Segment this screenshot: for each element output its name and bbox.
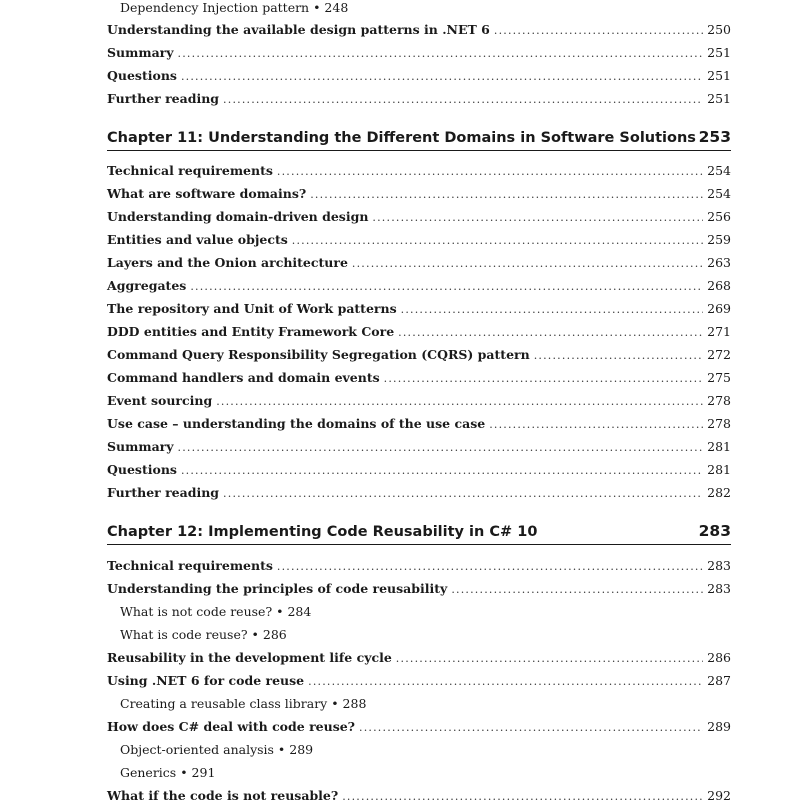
leader-dots — [181, 460, 703, 482]
toc-entry-title: The repository and Unit of Work patterns — [107, 301, 397, 316]
toc-entry[interactable] — [107, 647, 731, 669]
toc-entry[interactable] — [107, 183, 731, 205]
toc-entry-page: 275 — [707, 370, 731, 385]
toc-subentry[interactable]: Object-oriented analysis • 289 — [120, 742, 314, 757]
toc-entry-title: Technical requirements — [107, 163, 273, 178]
toc-entry-title: Using .NET 6 for code reuse — [107, 673, 305, 688]
toc-subentry[interactable]: Generics • 291 — [120, 765, 216, 780]
leader-dots — [401, 299, 703, 321]
toc-entry[interactable] — [107, 785, 731, 807]
leader-dots — [277, 161, 703, 183]
toc-entry-page: 282 — [707, 485, 731, 500]
leader-dots — [534, 345, 703, 367]
toc-entry-page: 281 — [707, 462, 731, 477]
leader-dots — [372, 207, 703, 229]
toc-entry[interactable] — [107, 578, 731, 600]
toc-entry[interactable] — [107, 229, 731, 251]
toc-entry[interactable] — [107, 19, 731, 41]
toc-entry-title: Command Query Responsibility Segregation (CQRS) pattern — [107, 347, 530, 362]
toc-entry-title: Further reading — [107, 91, 220, 106]
toc-entry-title: Technical requirements — [107, 558, 273, 573]
toc-entry-page: 289 — [707, 719, 731, 734]
toc-entry-page: 259 — [707, 232, 731, 247]
toc-entry-title: Understanding the principles of code reusability — [107, 581, 448, 596]
toc-entry-page: 250 — [707, 22, 731, 37]
leader-dots — [398, 322, 703, 344]
toc-entry[interactable] — [107, 42, 731, 64]
toc-entry[interactable] — [107, 321, 731, 343]
chapter-title: Chapter 12: Implementing Code Reusability in C# 10 — [107, 524, 538, 540]
toc-entry-page: 254 — [707, 163, 731, 178]
leader-dots — [352, 253, 703, 275]
toc-entry-title: What if the code is not reusable? — [107, 788, 339, 803]
leader-dots — [216, 391, 703, 413]
toc-entry[interactable] — [107, 252, 731, 274]
toc-entry-title: Questions — [107, 462, 177, 477]
toc-entry-title: Understanding the available design patterns in .NET 6 — [107, 22, 490, 37]
leader-dots — [451, 579, 703, 601]
toc-entry-title: Aggregates — [107, 278, 187, 293]
toc-entry-title: Layers and the Onion architecture — [107, 255, 348, 270]
toc-entry[interactable] — [107, 555, 731, 577]
toc-entry-page: 283 — [707, 581, 731, 596]
toc-entry-page: 278 — [707, 416, 731, 431]
leader-dots — [277, 556, 703, 578]
toc-entry[interactable] — [107, 367, 731, 389]
leader-dots — [178, 43, 703, 65]
toc-entry[interactable] — [107, 206, 731, 228]
toc-entry[interactable] — [107, 716, 731, 738]
toc-subentry[interactable]: What is not code reuse? • 284 — [120, 604, 312, 619]
leader-dots — [223, 483, 703, 505]
leader-dots — [292, 230, 703, 252]
leader-dots — [489, 414, 703, 436]
toc-entry-title: Use case – understanding the domains of the use case — [107, 416, 486, 431]
toc-entry-page: 251 — [707, 45, 731, 60]
toc-entry-page: 278 — [707, 393, 731, 408]
toc-entry-page: 286 — [707, 650, 731, 665]
toc-entry[interactable] — [107, 275, 731, 297]
leader-dots — [310, 184, 703, 206]
leader-dots — [359, 717, 703, 739]
toc-entry-page: 283 — [707, 558, 731, 573]
toc-entry[interactable] — [107, 459, 731, 481]
leader-dots — [494, 20, 703, 42]
toc-entry[interactable] — [107, 436, 731, 458]
toc-entry-page: 287 — [707, 673, 731, 688]
leader-dots — [223, 89, 703, 111]
toc-entry-page: 271 — [707, 324, 731, 339]
toc-entry-page: 272 — [707, 347, 731, 362]
chapter-page: 253 — [698, 128, 731, 146]
leader-dots — [342, 786, 703, 808]
toc-entry-page: 251 — [707, 68, 731, 83]
chapter-heading[interactable] — [107, 518, 731, 545]
toc-entry[interactable] — [107, 88, 731, 110]
toc-entry-title: Further reading — [107, 485, 220, 500]
toc-entry-page: 281 — [707, 439, 731, 454]
toc-entry[interactable] — [107, 160, 731, 182]
toc-entry-page: 268 — [707, 278, 731, 293]
toc-entry-title: Event sourcing — [107, 393, 213, 408]
toc-entry-title: Entities and value objects — [107, 232, 288, 247]
toc-entry[interactable] — [107, 482, 731, 504]
leader-dots — [178, 437, 703, 459]
toc-entry[interactable] — [107, 298, 731, 320]
toc-entry-title: Reusability in the development life cycle — [107, 650, 392, 665]
toc-entry[interactable] — [107, 344, 731, 366]
toc-entry[interactable] — [107, 65, 731, 87]
toc-entry-title: Command handlers and domain events — [107, 370, 380, 385]
leader-dots — [181, 66, 703, 88]
toc-entry[interactable] — [107, 413, 731, 435]
toc-entry-title: Summary — [107, 45, 174, 60]
toc-subentry: Dependency Injection pattern • 248 — [120, 0, 349, 15]
chapter-title: Chapter 11: Understanding the Different Domains in Software Solutions — [107, 130, 696, 146]
toc-entry-page: 256 — [707, 209, 731, 224]
toc-entry-title: Questions — [107, 68, 177, 83]
toc-subentry[interactable]: What is code reuse? • 286 — [120, 627, 287, 642]
toc-entry-page: 269 — [707, 301, 731, 316]
toc-entry-page: 254 — [707, 186, 731, 201]
toc-entry-title: What are software domains? — [107, 186, 307, 201]
leader-dots — [384, 368, 703, 390]
chapter-page: 283 — [698, 522, 731, 540]
toc-entry-title: How does C# deal with code reuse? — [107, 719, 356, 734]
toc-entry-title: Understanding domain-driven design — [107, 209, 369, 224]
leader-dots — [190, 276, 703, 298]
leader-dots — [396, 648, 703, 670]
toc-entry-page: 251 — [707, 91, 731, 106]
toc-subentry[interactable]: Creating a reusable class library • 288 — [120, 696, 367, 711]
toc-entry-title: Summary — [107, 439, 174, 454]
leader-dots — [308, 671, 703, 693]
toc-entry-title: DDD entities and Entity Framework Core — [107, 324, 395, 339]
chapter-heading[interactable] — [107, 124, 731, 151]
toc-entry-page: 263 — [707, 255, 731, 270]
toc-entry[interactable] — [107, 670, 731, 692]
toc-entry[interactable] — [107, 390, 731, 412]
toc-entry-page: 292 — [707, 788, 731, 803]
